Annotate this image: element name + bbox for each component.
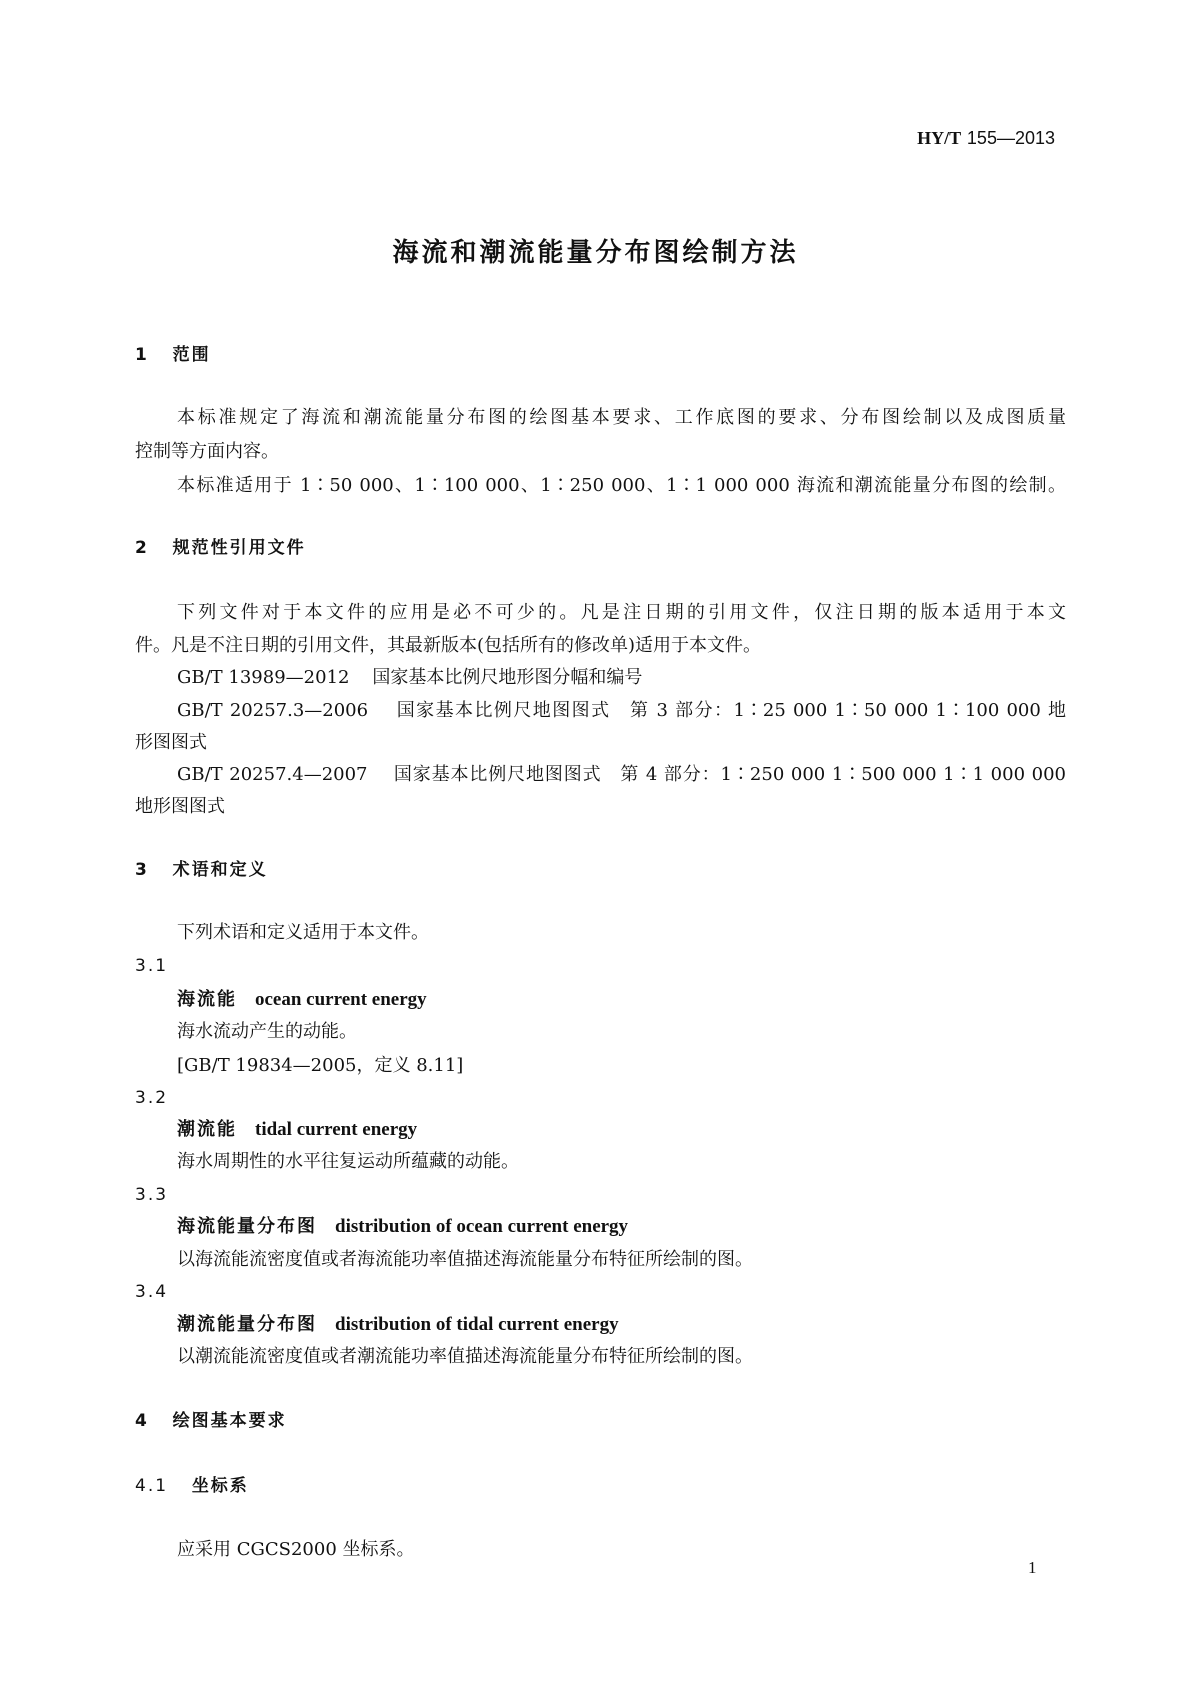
term-number: 3.1 — [135, 956, 169, 976]
paragraph-line: 件。凡是不注日期的引用文件，其最新版本(包括所有的修改单)适用于本文件。 — [135, 635, 762, 656]
std-prefix: HY/T — [917, 128, 962, 148]
reference-item: GB/T 20257.3—2006 国家基本比例尺地图图式 第 3 部分：1∶25 000 1∶50 000 1∶100 000 地 — [177, 700, 1066, 721]
section-heading-4: 4 绘图基本要求 — [135, 1411, 287, 1431]
section-heading-3: 3 术语和定义 — [135, 860, 268, 880]
term-title: 潮流能 tidal current energy — [177, 1119, 418, 1140]
paragraph-line: 下列文件对于本文件的应用是必不可少的。凡是注日期的引用文件，仅注日期的版本适用于本文 — [177, 602, 1066, 623]
section-heading-2: 2 规范性引用文件 — [135, 538, 306, 558]
reference-item-cont: 地形图图式 — [135, 796, 225, 817]
term-number: 3.4 — [135, 1282, 169, 1302]
reference-item-cont: 形图图式 — [135, 732, 207, 753]
paragraph-line: 本标准规定了海流和潮流能量分布图的绘图基本要求、工作底图的要求、分布图绘制以及成图质量 — [177, 407, 1066, 428]
subsection-heading-4-1: 4.1 坐标系 — [135, 1476, 249, 1496]
reference-item: GB/T 20257.4—2007 国家基本比例尺地图图式 第 4 部分：1∶250 000 1∶500 000 1∶1 000 000 — [177, 764, 1066, 785]
term-number: 3.3 — [135, 1185, 169, 1205]
term-source: [GB/T 19834—2005，定义 8.11] — [177, 1055, 464, 1076]
reference-item: GB/T 13989—2012 国家基本比例尺地形图分幅和编号 — [177, 667, 643, 688]
std-number: 155—2013 — [966, 128, 1055, 148]
term-title: 海流能 ocean current energy — [177, 989, 427, 1010]
term-number: 3.2 — [135, 1088, 169, 1108]
term-definition: 海水周期性的水平往复运动所蕴藏的动能。 — [177, 1151, 519, 1172]
term-definition: 海水流动产生的动能。 — [177, 1021, 357, 1042]
paragraph-line: 应采用 CGCS2000 坐标系。 — [177, 1539, 415, 1560]
page-number: 1 — [1028, 1558, 1037, 1577]
paragraph-line: 本标准适用于 1∶50 000、1∶100 000、1∶250 000、1∶1 000 000 海流和潮流能量分布图的绘制。 — [177, 475, 1066, 496]
term-definition: 以潮流能流密度值或者潮流能功率值描述海流能量分布特征所绘制的图。 — [177, 1346, 753, 1367]
standard-number — [917, 126, 1055, 151]
term-definition: 以海流能流密度值或者海流能功率值描述海流能量分布特征所绘制的图。 — [177, 1249, 753, 1270]
term-title: 潮流能量分布图 distribution of tidal current energy — [177, 1314, 619, 1335]
document-title: 海流和潮流能量分布图绘制方法 — [392, 238, 799, 268]
section-heading-1: 1 范围 — [135, 345, 211, 365]
term-title: 海流能量分布图 distribution of ocean current energy — [177, 1216, 629, 1237]
paragraph-line: 下列术语和定义适用于本文件。 — [177, 922, 429, 943]
paragraph-line: 控制等方面内容。 — [135, 441, 279, 462]
